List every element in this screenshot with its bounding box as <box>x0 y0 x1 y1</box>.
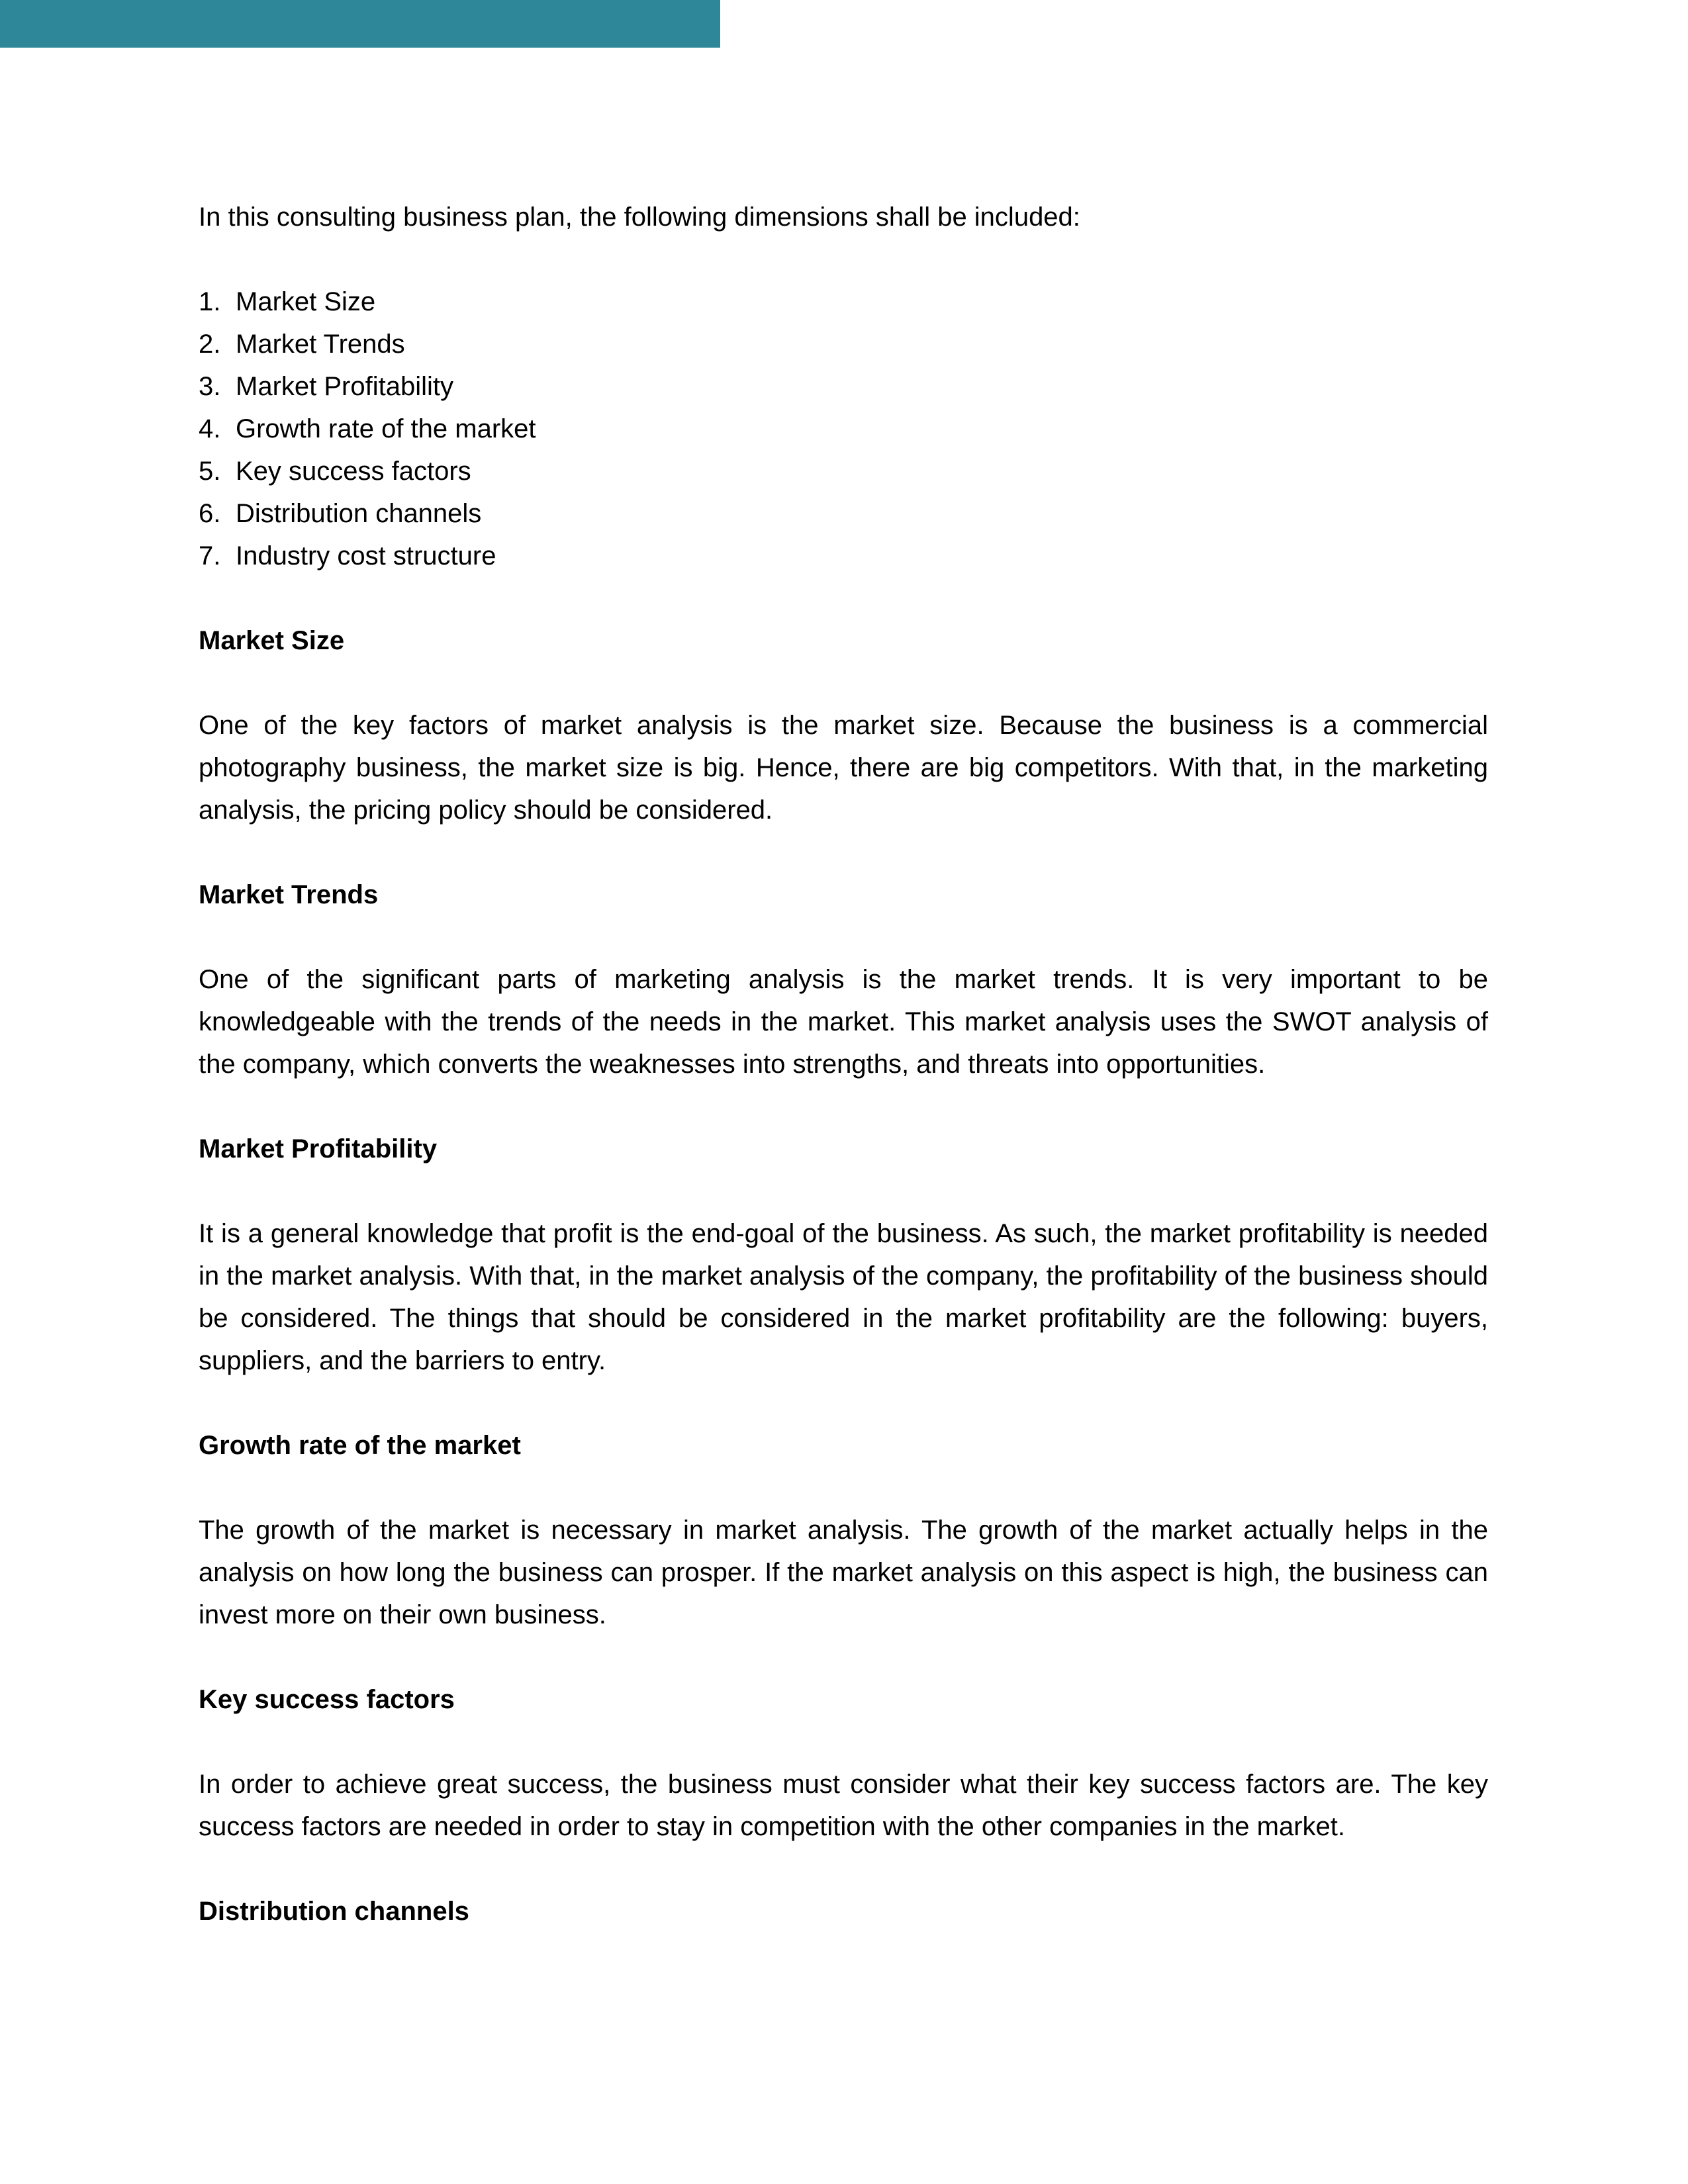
list-number: 5. <box>199 457 221 486</box>
list-label: Growth rate of the market <box>236 414 536 443</box>
section-heading-market-profitability: Market Profitability <box>199 1134 438 1163</box>
list-number: 1. <box>199 287 221 316</box>
list-number: 7. <box>199 541 221 570</box>
section-heading-key-success-factors: Key success factors <box>199 1685 455 1714</box>
list-label: Distribution channels <box>236 499 482 528</box>
list-label: Market Size <box>236 287 376 316</box>
list-number: 3. <box>199 372 221 401</box>
document-body <box>199 196 1488 1975</box>
section-heading-market-size: Market Size <box>199 626 345 655</box>
list-item <box>199 408 1488 450</box>
list-item <box>199 535 1488 577</box>
section-heading-market-trends: Market Trends <box>199 880 379 909</box>
section-body-market-profitability: It is a general knowledge that profit is the end-goal of the business. As such, the market profitability is needed in the market analysis. With that, in the market analysis of the company, the profitability of the business should be considered. The things that should be considered in the market profitability are the following: buyers, suppliers, and the barriers to entry. <box>199 1219 1488 1375</box>
list-label: Industry cost structure <box>236 541 496 570</box>
section-body-market-size: One of the key factors of market analysis is the market size. Because the business is a commercial photography business, the market size is big. Hence, there are big competitors. With that, in the marketing analysis, the pricing policy should be considered. <box>199 711 1488 825</box>
list-number: 4. <box>199 414 221 443</box>
list-item <box>199 323 1488 365</box>
dimensions-list <box>199 281 1488 577</box>
list-item <box>199 281 1488 323</box>
list-item <box>199 365 1488 408</box>
section-body-market-trends: One of the significant parts of marketing analysis is the market trends. It is very important to be knowledgeable with the trends of the needs in the market. This market analysis uses the SWOT analysis of the company, which converts the weaknesses into strengths, and threats into opportunities. <box>199 965 1488 1079</box>
list-label: Market Profitability <box>236 372 453 401</box>
header-accent-bar <box>0 0 720 48</box>
section-body-key-success-factors: In order to achieve great success, the business must consider what their key success factors are. The key success factors are needed in order to stay in competition with the other companies in the market. <box>199 1770 1488 1841</box>
section-body-growth-rate: The growth of the market is necessary in market analysis. The growth of the market actually helps in the analysis on how long the business can prosper. If the market analysis on this aspect is high, the business can invest more on their own business. <box>199 1516 1488 1629</box>
list-number: 6. <box>199 499 221 528</box>
list-number: 2. <box>199 330 221 359</box>
list-label: Key success factors <box>236 457 471 486</box>
list-label: Market Trends <box>236 330 405 359</box>
intro-paragraph: In this consulting business plan, the following dimensions shall be included: <box>199 203 1080 232</box>
section-heading-growth-rate: Growth rate of the market <box>199 1431 521 1460</box>
list-item <box>199 492 1488 535</box>
section-heading-distribution-channels: Distribution channels <box>199 1897 469 1926</box>
list-item <box>199 450 1488 492</box>
